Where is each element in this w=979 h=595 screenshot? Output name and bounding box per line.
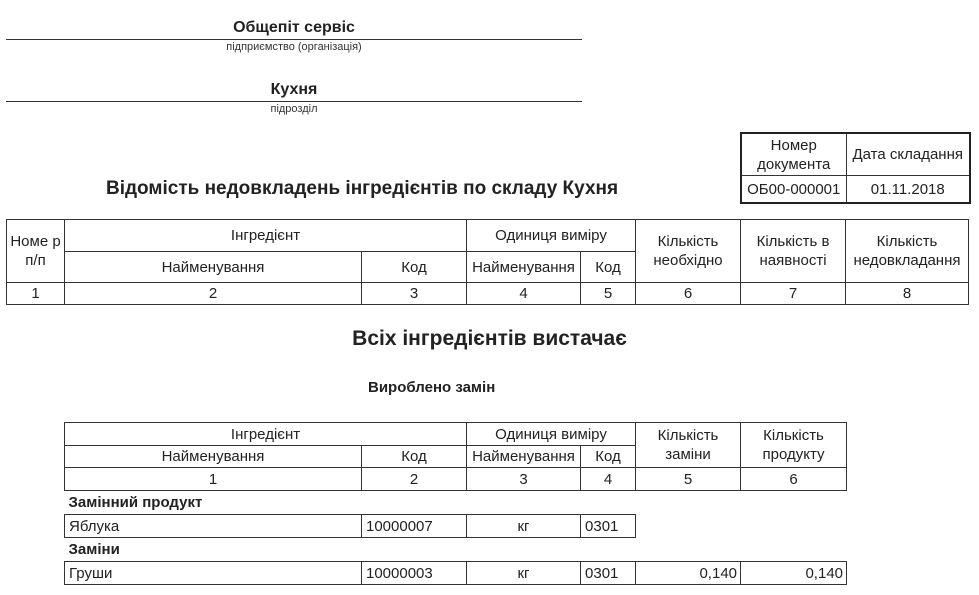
column-number: 1 — [7, 283, 65, 305]
organization-underline — [6, 39, 582, 40]
column-header-ingredient-name: Найменування — [65, 252, 362, 283]
department-name: Кухня — [270, 81, 318, 98]
replacement-unit-code: 0301 — [581, 562, 636, 585]
column-header-ingredient-code: Код — [362, 252, 467, 283]
column-number: 4 — [467, 283, 581, 305]
replacements-title: Вироблено замін — [368, 379, 496, 396]
organization-caption: підприємство (організація) — [226, 41, 362, 53]
replacement-qty: 0,140 — [636, 562, 741, 585]
replacement-name: Груши — [65, 562, 362, 585]
replacements-table — [64, 422, 847, 585]
replaced-product-unit: кг — [467, 515, 581, 538]
document-title: Відомість недовкладень інгредієнтів по складу Кухня — [106, 178, 619, 199]
document-number-label: Номер документа — [741, 133, 846, 176]
column-header-replacement-qty: Кількість заміни — [636, 423, 741, 468]
product-qty: 0,140 — [741, 562, 847, 585]
column-header-unit-code: Код — [581, 252, 636, 283]
column-header-ingredient: Інгредієнт — [65, 423, 467, 446]
column-header-ingredient-name: Найменування — [65, 446, 362, 468]
replacements-label: Заміни — [68, 541, 120, 558]
replaced-product-code: 10000007 — [362, 515, 467, 538]
column-header-available: Кількість в наявності — [741, 220, 846, 283]
column-header-unit-name: Найменування — [467, 252, 581, 283]
column-number: 2 — [362, 468, 467, 491]
column-header-unit-name: Найменування — [467, 446, 581, 468]
column-number: 2 — [65, 283, 362, 305]
column-header-ingredient-code: Код — [362, 446, 467, 468]
column-number: 7 — [741, 283, 846, 305]
column-header-shortage: Кількість недовкладання — [846, 220, 969, 283]
replaced-product-unit-code: 0301 — [581, 515, 636, 538]
empty-cell — [741, 515, 847, 538]
column-number: 6 — [741, 468, 847, 491]
column-header-ingredient: Інгредієнт — [65, 220, 467, 252]
column-header-unit-code: Код — [581, 446, 636, 468]
column-header-required: Кількість необхідно — [636, 220, 741, 283]
department-underline — [6, 101, 582, 102]
document-info-table — [740, 132, 971, 204]
column-number: 3 — [362, 283, 467, 305]
column-number: 1 — [65, 468, 362, 491]
replaced-product-name: Яблука — [65, 515, 362, 538]
document-date-label: Дата складання — [846, 133, 970, 176]
shortage-table — [6, 219, 969, 305]
column-number: 5 — [636, 468, 741, 491]
department-caption: підрозділ — [270, 103, 318, 115]
replaced-product-label: Замінний продукт — [68, 494, 203, 511]
column-header-unit: Одиниця виміру — [467, 423, 636, 446]
column-header-product-qty: Кількість продукту — [741, 423, 847, 468]
document-date-value: 01.11.2018 — [846, 176, 970, 204]
empty-cell — [636, 515, 741, 538]
column-header-number: Номе р п/п — [7, 220, 65, 283]
column-number: 6 — [636, 283, 741, 305]
column-number: 4 — [581, 468, 636, 491]
column-number: 5 — [581, 283, 636, 305]
replacement-unit: кг — [467, 562, 581, 585]
replacement-code: 10000003 — [362, 562, 467, 585]
document-number-value: ОБ00-000001 — [741, 176, 846, 204]
column-number: 3 — [467, 468, 581, 491]
column-header-unit: Одиниця виміру — [467, 220, 636, 252]
status-message: Всіх інгредієнтів вистачає — [352, 327, 627, 350]
organization-name: Общепіт сервіс — [233, 19, 355, 36]
column-number: 8 — [846, 283, 969, 305]
